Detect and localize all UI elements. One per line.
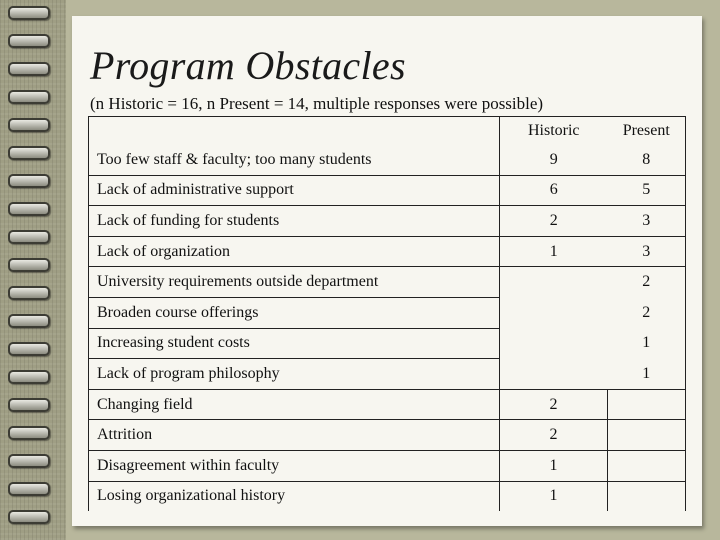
table-row [89, 450, 686, 481]
row-present: 1 [608, 359, 686, 390]
row-historic: 1 [500, 481, 608, 511]
slide [72, 16, 702, 526]
row-label: Broaden course offerings [89, 297, 500, 328]
row-label: Lack of organization [89, 236, 500, 267]
binder-ring [8, 230, 50, 244]
row-historic: 6 [500, 175, 608, 206]
row-present: 2 [608, 267, 686, 298]
binder-ring [8, 202, 50, 216]
binder-ring [8, 426, 50, 440]
row-label: Attrition [89, 420, 500, 451]
binder-ring [8, 258, 50, 272]
binder-ring [8, 62, 50, 76]
row-label: Changing field [89, 389, 500, 420]
table-row [89, 297, 686, 328]
binder-ring [8, 90, 50, 104]
binder-strip [0, 0, 66, 540]
row-present [608, 450, 686, 481]
slide-title: Program Obstacles [90, 43, 406, 88]
row-historic: 2 [500, 206, 608, 237]
row-label: Lack of program philosophy [89, 359, 500, 390]
binder-ring [8, 370, 50, 384]
binder-ring [8, 286, 50, 300]
row-historic: 1 [500, 450, 608, 481]
binder-ring [8, 482, 50, 496]
binder-ring [8, 454, 50, 468]
row-present: 1 [608, 328, 686, 359]
table-row [89, 359, 686, 390]
row-label: Lack of funding for students [89, 206, 500, 237]
table-row [89, 328, 686, 359]
binder-ring [8, 146, 50, 160]
binder-ring [8, 398, 50, 412]
table-row [89, 175, 686, 206]
row-historic [500, 297, 608, 328]
table-row [89, 267, 686, 298]
obstacles-table [88, 116, 686, 511]
header-present: Present [608, 117, 686, 146]
table-row [89, 420, 686, 451]
row-label: University requirements outside department [89, 267, 500, 298]
row-present: 2 [608, 297, 686, 328]
binder-ring [8, 34, 50, 48]
row-label: Increasing student costs [89, 328, 500, 359]
row-present [608, 481, 686, 511]
table-row [89, 145, 686, 175]
binder-rings [8, 0, 48, 540]
binder-ring [8, 510, 50, 524]
binder-ring [8, 118, 50, 132]
row-historic: 2 [500, 420, 608, 451]
table-row [89, 481, 686, 511]
row-label: Disagreement within faculty [89, 450, 500, 481]
row-historic: 9 [500, 145, 608, 175]
header-historic: Historic [500, 117, 608, 146]
row-historic [500, 267, 608, 298]
row-historic [500, 359, 608, 390]
table-row [89, 236, 686, 267]
row-label: Losing organizational history [89, 481, 500, 511]
row-historic: 2 [500, 389, 608, 420]
table-row [89, 389, 686, 420]
table-row [89, 206, 686, 237]
header-label [89, 117, 500, 146]
row-historic [500, 328, 608, 359]
row-label: Too few staff & faculty; too many students [89, 145, 500, 175]
table-header-row [89, 117, 686, 146]
row-present: 3 [608, 206, 686, 237]
row-present: 3 [608, 236, 686, 267]
row-present [608, 389, 686, 420]
row-present [608, 420, 686, 451]
row-label: Lack of administrative support [89, 175, 500, 206]
binder-ring [8, 314, 50, 328]
slide-subtitle: (n Historic = 16, n Present = 14, multiple responses were possible) [90, 94, 544, 113]
row-present: 8 [608, 145, 686, 175]
binder-ring [8, 342, 50, 356]
binder-ring [8, 6, 50, 20]
row-present: 5 [608, 175, 686, 206]
binder-ring [8, 174, 50, 188]
row-historic: 1 [500, 236, 608, 267]
